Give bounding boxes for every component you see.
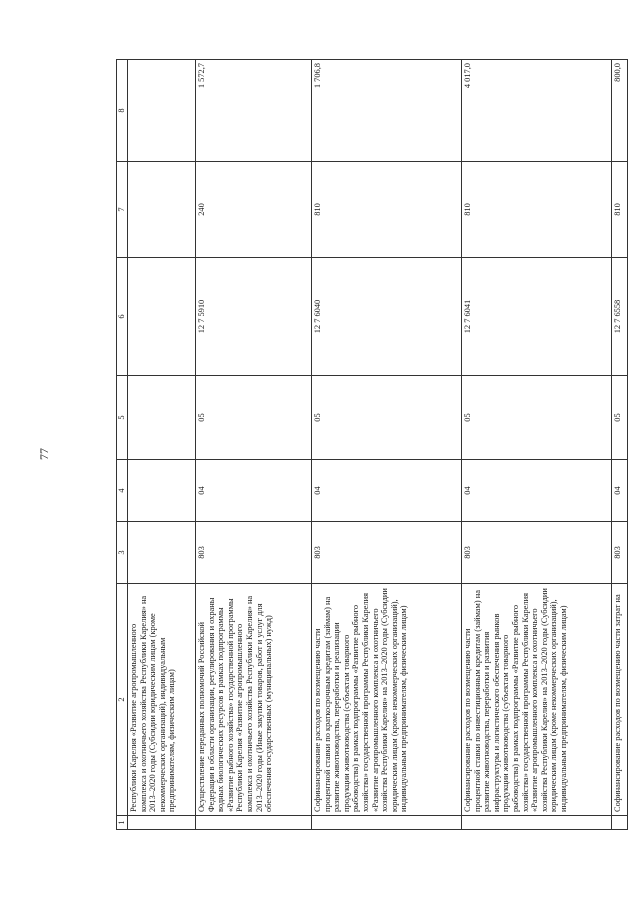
- expense-type-cell: 810: [462, 162, 612, 258]
- amount-cell: [128, 60, 196, 162]
- ministry-code-cell: 803: [462, 522, 612, 584]
- row-name-cell: Софинансирование расходов по возмещению части затрат на: [612, 584, 628, 816]
- header-col-4: 4: [117, 460, 128, 522]
- expense-type-cell: 240: [196, 162, 312, 258]
- ministry-code-cell: 803: [612, 522, 628, 584]
- subsection-code-cell: 05: [196, 376, 312, 460]
- header-col-7: 7: [117, 162, 128, 258]
- target-article-cell: 12 7 5910: [196, 258, 312, 376]
- budget-table: [116, 59, 628, 830]
- section-code-cell: 04: [612, 460, 628, 522]
- row-index-cell: [612, 816, 628, 830]
- page-number: 77: [37, 448, 51, 460]
- ministry-code-cell: 803: [196, 522, 312, 584]
- table-row: [312, 60, 462, 830]
- section-code-cell: 04: [462, 460, 612, 522]
- section-code-cell: 04: [196, 460, 312, 522]
- header-col-5: 5: [117, 376, 128, 460]
- target-article-cell: 12 7 6558: [612, 258, 628, 376]
- header-col-1: 1: [117, 816, 128, 830]
- subsection-code-cell: [128, 376, 196, 460]
- row-index-cell: [196, 816, 312, 830]
- table-row: [128, 60, 196, 830]
- table-header-row: [117, 60, 128, 830]
- budget-table-container: [116, 60, 622, 830]
- row-index-cell: [462, 816, 612, 830]
- header-col-6: 6: [117, 258, 128, 376]
- amount-cell: 1 572,7: [196, 60, 312, 162]
- header-col-3: 3: [117, 522, 128, 584]
- subsection-code-cell: 05: [612, 376, 628, 460]
- row-index-cell: [312, 816, 462, 830]
- table-row: [196, 60, 312, 830]
- row-index-cell: [128, 816, 196, 830]
- table-row: [462, 60, 612, 830]
- header-col-2: 2: [117, 584, 128, 816]
- expense-type-cell: [128, 162, 196, 258]
- row-name-cell: Софинансирование расходов по возмещению части процентной ставки по инвестиционным кредитам (займам) на развитие животноводства, переработки и развития инфраструктуры и логистического обеспечения рынков продукции животноводства (субъектам товарного рыбоводства) в рамках подпрограммы «Развитие рыбного хозяйства» государственной программы Республики Карелия «Развитие агропромышленного комплекса и охотничьего хозяйства Республики Карелия» на 2013–2020 годы (Субсидии юридическим лицам (кроме некоммерческих организаций), индивидуальным предпринимателям, физическим лицам): [462, 584, 612, 816]
- ministry-code-cell: [128, 522, 196, 584]
- expense-type-cell: 810: [612, 162, 628, 258]
- row-name-cell: Осуществление переданных полномочий Российской Федерации в области организации, регулирования и охраны водных биологических ресурсов в рамках подпрограммы «Развитие рыбного хозяйства» государственной программы Республики Карелия «Развитие агропромышленного комплекса и охотничьего хозяйства Республики Карелия» на 2013–2020 годы (Иные закупки товаров, работ и услуг для обеспечения государственных (муниципальных) нужд): [196, 584, 312, 816]
- row-name-cell: Софинансирование расходов по возмещению части процентной ставки по краткосрочным кредитам (займам) на развитие животноводства, переработки и реализации продукции животноводства (субъектам товарного рыбоводства) в рамках подпрограммы «Развитие рыбного хозяйства» государственной программы Республики Карелия «Развитие агропромышленного комплекса и охотничьего хозяйства Республики Карелия» на 2013–2020 годы (Субсидии юридическим лицам (кроме некоммерческих организаций), индивидуальным предпринимателям, физическим лицам): [312, 584, 462, 816]
- expense-type-cell: 810: [312, 162, 462, 258]
- target-article-cell: 12 7 6040: [312, 258, 462, 376]
- subsection-code-cell: 05: [312, 376, 462, 460]
- table-row: [612, 60, 628, 830]
- target-article-cell: [128, 258, 196, 376]
- header-col-8: 8: [117, 60, 128, 162]
- amount-cell: 800,0: [612, 60, 628, 162]
- section-code-cell: 04: [312, 460, 462, 522]
- target-article-cell: 12 7 6041: [462, 258, 612, 376]
- amount-cell: 1 706,8: [312, 60, 462, 162]
- row-name-cell: Республики Карелия «Развитие агропромышленного комплекса и охотничьего хозяйства Республики Карелия» на 2013–2020 годы (Субсидии юридическим лицам (кроме некоммерческих организаций), индивидуальным предпринимателям, физическим лицам): [128, 584, 196, 816]
- ministry-code-cell: 803: [312, 522, 462, 584]
- subsection-code-cell: 05: [462, 376, 612, 460]
- amount-cell: 4 017,0: [462, 60, 612, 162]
- section-code-cell: [128, 460, 196, 522]
